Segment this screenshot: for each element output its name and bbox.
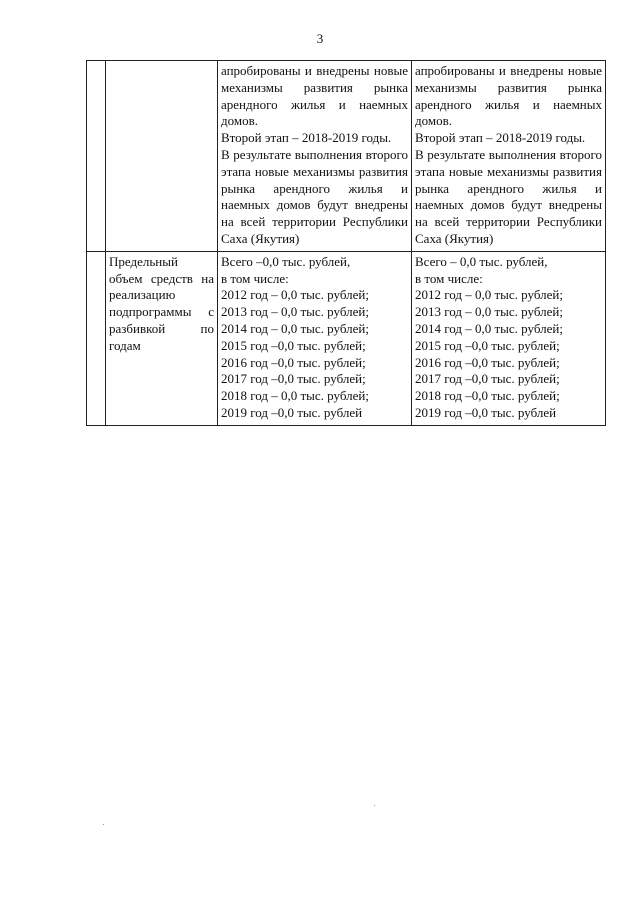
- funding-line: 2017 год –0,0 тыс. рублей;: [221, 371, 366, 387]
- right-version-cell: [412, 251, 606, 425]
- funding-label: Предельный объем средств на реализацию подпрограммы с разбивкой по годам: [109, 253, 214, 353]
- left-version-cell: [218, 61, 412, 252]
- funding-line: 2013 год – 0,0 тыс. рублей;: [221, 304, 369, 320]
- funding-line: 2018 год –0,0 тыс. рублей;: [415, 388, 560, 404]
- subprogram-table: [86, 60, 606, 426]
- label-cell: [106, 61, 218, 252]
- table-row: [87, 251, 606, 425]
- scan-speck: [374, 805, 375, 806]
- funding-line: 2017 год –0,0 тыс. рублей;: [415, 371, 560, 387]
- funding-line: в том числе:: [415, 270, 483, 286]
- funding-line: в том числе:: [221, 270, 289, 286]
- label-cell: [106, 251, 218, 425]
- funding-line: 2015 год –0,0 тыс. рублей;: [221, 337, 366, 353]
- funding-line: Всего –0,0 тыс. рублей,: [221, 253, 351, 269]
- funding-line: 2019 год –0,0 тыс. рублей: [221, 404, 363, 420]
- right-version-cell: [412, 61, 606, 252]
- scan-speck: [103, 824, 104, 825]
- funding-line: 2015 год –0,0 тыс. рублей;: [415, 337, 560, 353]
- paragraph: Второй этап – 2018-2019 годы.: [221, 130, 392, 146]
- paragraph: В результате выполнения второго этапа новые механизмы развития рынка арендного жилья и наемных домов будут внедрены на всей территории Республики Саха (Якутия): [221, 146, 408, 246]
- left-version-cell: [218, 251, 412, 425]
- paragraph: В результате выполнения второго этапа новые механизмы развития рынка арендного жилья и наемных домов будут внедрены на всей территории Республики Саха (Якутия): [415, 146, 602, 246]
- funding-line: 2016 год –0,0 тыс. рублей;: [221, 354, 366, 370]
- paragraph: апробированы и внедрены новые механизмы развития рынка арендного жилья и наемных домов.: [415, 63, 602, 129]
- funding-line: 2018 год – 0,0 тыс. рублей;: [221, 388, 369, 404]
- row-number-cell: [87, 61, 106, 252]
- funding-line: 2014 год – 0,0 тыс. рублей;: [415, 320, 563, 336]
- table-row: [87, 61, 606, 252]
- row-number-cell: [87, 251, 106, 425]
- funding-line: 2012 год – 0,0 тыс. рублей;: [415, 287, 563, 303]
- funding-line: 2016 год –0,0 тыс. рублей;: [415, 354, 560, 370]
- funding-line: Всего – 0,0 тыс. рублей,: [415, 253, 548, 269]
- paragraph: Второй этап – 2018-2019 годы.: [415, 130, 586, 146]
- paragraph: апробированы и внедрены новые механизмы развития рынка арендного жилья и наемных домов.: [221, 63, 408, 129]
- funding-line: 2019 год –0,0 тыс. рублей: [415, 404, 557, 420]
- funding-line: 2013 год – 0,0 тыс. рублей;: [415, 304, 563, 320]
- funding-line: 2014 год – 0,0 тыс. рублей;: [221, 320, 369, 336]
- funding-line: 2012 год – 0,0 тыс. рублей;: [221, 287, 369, 303]
- page-number: 3: [316, 31, 324, 46]
